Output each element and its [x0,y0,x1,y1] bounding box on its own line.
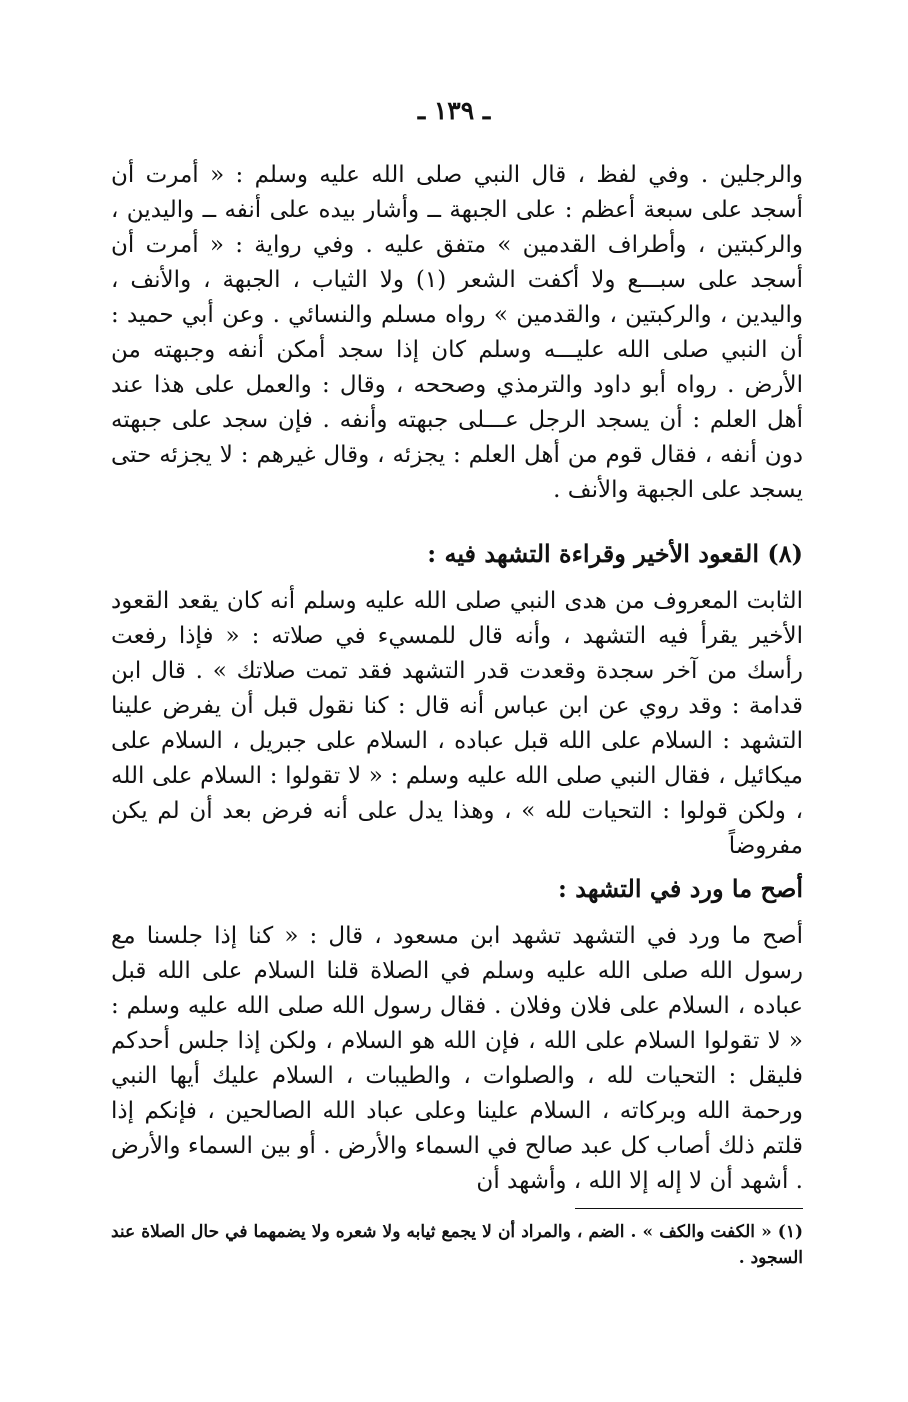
paragraph-prostration: والرجلين . وفي لفظ ، قال النبي صلى الله عليه وسلم : « أمرت أن أسجد على سبعة أعظم : على الجبهة ــ وأشار بيده على أنفه ــ واليدين ، والركبتين ، وأطراف القدمين » متفق عليه . وفي رواية : « أمرت أن أسجد على سبـــع ولا أكفت الشعر (١) ولا الثياب ، الجبهة ، والأنف ، واليدين ، والركبتين ، والقدمين » رواه مسلم والنسائي . وعن أبي حميد : أن النبي صلى الله عليـــه وسلم كان إذا سجد أمكن أنفه وجبهته من الأرض . رواه أبو داود والترمذي وصححه ، وقال : والعمل على هذا عند أهل العلم : أن يسجد الرجل عـــلى جبهته وأنفه . فإن سجد على جبهته دون أنفه ، فقال قوم من أهل العلم : يجزئه ، وقال غيرهم : لا يجزئه حتى يسجد على الجبهة والأنف . [111,162,803,503]
footnote: (١) « الكفت والكف » . الضم ، والمراد أن لا يجمع ثيابه ولا شعره ولا يضمهما في حال الصلاة عند السجود . [111,1222,803,1268]
section-heading-tashahhud: أصح ما ورد في التشهد : [558,874,803,903]
footnote-divider [575,1208,803,1209]
section-heading-final-sitting: (٨) القعود الأخير وقراءة التشهد فيه : [427,539,803,568]
page-number: ـ ١٣٩ ـ [417,96,491,125]
paragraph-final-sitting: الثابت المعروف من هدى النبي صلى الله عليه وسلم أنه كان يقعد القعود الأخير يقرأ فيه التشهد ، وأنه قال للمسيء في صلاته : « فإذا رفعت رأسك من آخر سجدة وقعدت قدر التشهد فقد تمت صلاتك » . قال ابن قدامة : وقد روي عن ابن عباس أنه قال : كنا نقول قبل أن يفرض علينا التشهد : السلام على الله قبل عباده ، السلام على جبريل ، السلام على ميكائيل ، فقال النبي صلى الله عليه وسلم : « لا تقولوا : السلام على الله ، ولكن قولوا : التحيات لله » ، وهذا يدل على أنه فرض بعد أن لم يكن مفروضاً [111,588,803,859]
paragraph-tashahhud: أصح ما ورد في التشهد تشهد ابن مسعود ، قال : « كنا إذا جلسنا مع رسول الله صلى الله عليه وسلم في الصلاة قلنا السلام على الله قبل عباده ، السلام على فلان وفلان . فقال رسول الله صلى الله عليه وسلم : « لا تقولوا السلام على الله ، فإن الله هو السلام ، ولكن إذا جلس أحدكم فليقل : التحيات لله ، والصلوات ، والطيبات ، السلام عليك أيها النبي ورحمة الله وبركاته ، السلام علينا وعلى عباد الله الصالحين ، فإنكم إذا قلتم ذلك أصاب كل عبد صالح في السماء والأرض . أو بين السماء والأرض . أشهد أن لا إله إلا الله ، وأشهد أن [111,923,803,1194]
